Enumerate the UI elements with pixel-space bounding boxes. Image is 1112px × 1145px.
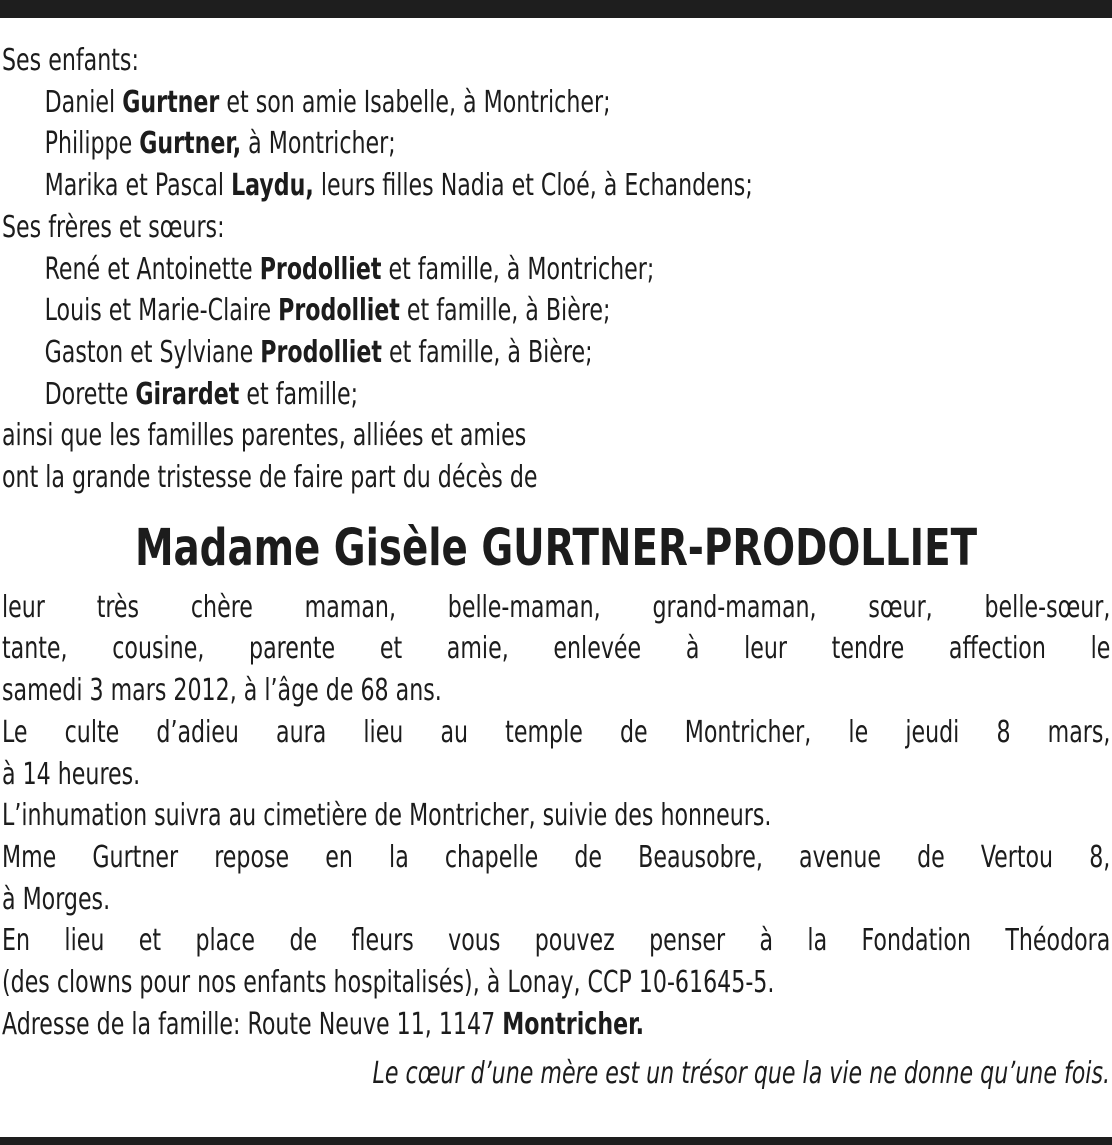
word: avenue bbox=[799, 839, 881, 875]
word: très bbox=[96, 589, 140, 625]
word: fleurs bbox=[351, 923, 414, 959]
word: de bbox=[574, 839, 603, 875]
family-name: Prodolliet bbox=[260, 334, 382, 370]
word: chère bbox=[190, 589, 253, 625]
word: Fondation bbox=[861, 923, 971, 959]
justified-line bbox=[2, 587, 1110, 629]
bottom-rule bbox=[0, 1137, 1112, 1145]
word: parente bbox=[249, 631, 336, 667]
word: tante, bbox=[2, 631, 68, 667]
word: belle-maman, bbox=[447, 589, 601, 625]
intro-line-2: ont la grande tristesse de faire part du décès de bbox=[2, 460, 538, 496]
word: penser bbox=[649, 923, 726, 959]
word: Théodora bbox=[1005, 923, 1111, 959]
word: leur bbox=[744, 631, 787, 667]
word: amie, bbox=[446, 631, 509, 667]
word: repose bbox=[214, 839, 290, 875]
given-names: René et Antoinette bbox=[44, 251, 260, 287]
deceased-name: Madame Gisèle GURTNER-PRODOLLIET bbox=[134, 518, 978, 578]
word: En bbox=[2, 923, 31, 959]
word: mars, bbox=[1047, 714, 1111, 750]
word: affection bbox=[948, 631, 1046, 667]
family-name: Gurtner, bbox=[139, 126, 242, 162]
word: aura bbox=[276, 714, 327, 750]
given-names: Daniel bbox=[44, 84, 123, 120]
word: en bbox=[325, 839, 353, 875]
family-name: Girardet bbox=[135, 376, 240, 412]
word: au bbox=[440, 714, 469, 750]
enfant-line bbox=[2, 165, 911, 207]
word: le bbox=[1090, 631, 1111, 667]
relation-detail: leurs filles Nadia et Cloé, à Echandens; bbox=[313, 168, 753, 204]
word: Vertou bbox=[980, 839, 1054, 875]
justified-line bbox=[2, 628, 1110, 670]
enfant-line bbox=[2, 123, 911, 165]
frere-soeur-line bbox=[2, 249, 911, 291]
word: chapelle bbox=[444, 839, 539, 875]
word: belle-sœur, bbox=[984, 589, 1111, 625]
freres-heading: Ses frères et sœurs: bbox=[2, 209, 225, 245]
word: la bbox=[389, 839, 409, 875]
body-line: L’inhumation suivra au cimetière de Montricher, suivie des honneurs. bbox=[2, 798, 772, 834]
word: la bbox=[807, 923, 828, 959]
word: culte bbox=[64, 714, 120, 750]
word: et bbox=[138, 923, 162, 959]
body-line: à Morges. bbox=[2, 881, 111, 917]
justified-line bbox=[2, 712, 1110, 754]
word: Gurtner bbox=[92, 839, 179, 875]
word: à bbox=[759, 923, 774, 959]
address-text: Adresse de la famille: Route Neuve 11, 1147 bbox=[2, 1006, 503, 1042]
given-names: Gaston et Sylviane bbox=[44, 334, 261, 370]
announcement-body bbox=[2, 587, 1110, 1046]
relation-detail: et famille, à Montricher; bbox=[381, 251, 655, 287]
family-name: Prodolliet bbox=[278, 293, 400, 329]
frere-soeur-line bbox=[2, 290, 911, 332]
word: jeudi bbox=[905, 714, 960, 750]
family-name: Prodolliet bbox=[259, 251, 382, 287]
top-rule bbox=[0, 0, 1112, 18]
relation-detail: et famille, à Bière; bbox=[381, 334, 593, 370]
word: temple bbox=[505, 714, 583, 750]
family-name: Laydu, bbox=[231, 168, 314, 204]
word: grand-maman, bbox=[652, 589, 817, 625]
word: à bbox=[685, 631, 700, 667]
family-name: Gurtner bbox=[122, 84, 220, 120]
word: tendre bbox=[831, 631, 905, 667]
word: lieu bbox=[363, 714, 404, 750]
frere-soeur-line bbox=[2, 374, 911, 416]
word: le bbox=[848, 714, 869, 750]
justified-line bbox=[2, 920, 1110, 962]
freres-list bbox=[2, 249, 1110, 416]
enfants-list bbox=[2, 82, 1110, 207]
given-names: Philippe bbox=[44, 126, 140, 162]
word: pouvez bbox=[534, 923, 615, 959]
word: 8, bbox=[1089, 839, 1111, 875]
body-line: (des clowns pour nos enfants hospitalisés), à Lonay, CCP 10-61645-5. bbox=[2, 965, 775, 1001]
word: maman, bbox=[304, 589, 396, 625]
word: enlevée bbox=[553, 631, 642, 667]
relation-detail: et son amie Isabelle, à Montricher; bbox=[219, 84, 611, 120]
body-line: à 14 heures. bbox=[2, 756, 141, 792]
word: place bbox=[195, 923, 256, 959]
closing-motto: Le cœur d’une mère est un trésor que la vie ne donne qu’une fois. bbox=[372, 1056, 1111, 1092]
word: Le bbox=[2, 714, 28, 750]
word: 8 bbox=[996, 714, 1011, 750]
relation-detail: et famille; bbox=[239, 376, 359, 412]
word: vous bbox=[448, 923, 501, 959]
word: Mme bbox=[2, 839, 57, 875]
family-address bbox=[2, 1004, 911, 1046]
word: cousine, bbox=[112, 631, 205, 667]
word: de bbox=[619, 714, 648, 750]
given-names: Marika et Pascal bbox=[44, 168, 232, 204]
word: d’adieu bbox=[156, 714, 239, 750]
enfants-heading: Ses enfants: bbox=[2, 43, 139, 78]
word: leur bbox=[2, 589, 45, 625]
word: sœur, bbox=[868, 589, 933, 625]
word: lieu bbox=[64, 923, 105, 959]
word: de bbox=[289, 923, 318, 959]
given-names: Dorette bbox=[44, 376, 136, 412]
body-line: samedi 3 mars 2012, à l’âge de 68 ans. bbox=[2, 673, 442, 709]
word: et bbox=[379, 631, 403, 667]
relation-detail: et famille, à Bière; bbox=[399, 293, 611, 329]
justified-line bbox=[2, 837, 1110, 879]
given-names: Louis et Marie-Claire bbox=[44, 293, 279, 329]
enfant-line bbox=[2, 82, 911, 124]
word: Montricher, bbox=[684, 714, 812, 750]
address-town: Montricher. bbox=[502, 1006, 644, 1042]
word: Beausobre, bbox=[638, 839, 763, 875]
intro-line-1: ainsi que les familles parentes, alliées et amies bbox=[2, 418, 527, 454]
frere-soeur-line bbox=[2, 332, 911, 374]
word: de bbox=[917, 839, 945, 875]
relation-detail: à Montricher; bbox=[241, 126, 396, 162]
obituary-notice bbox=[2, 40, 1110, 1095]
